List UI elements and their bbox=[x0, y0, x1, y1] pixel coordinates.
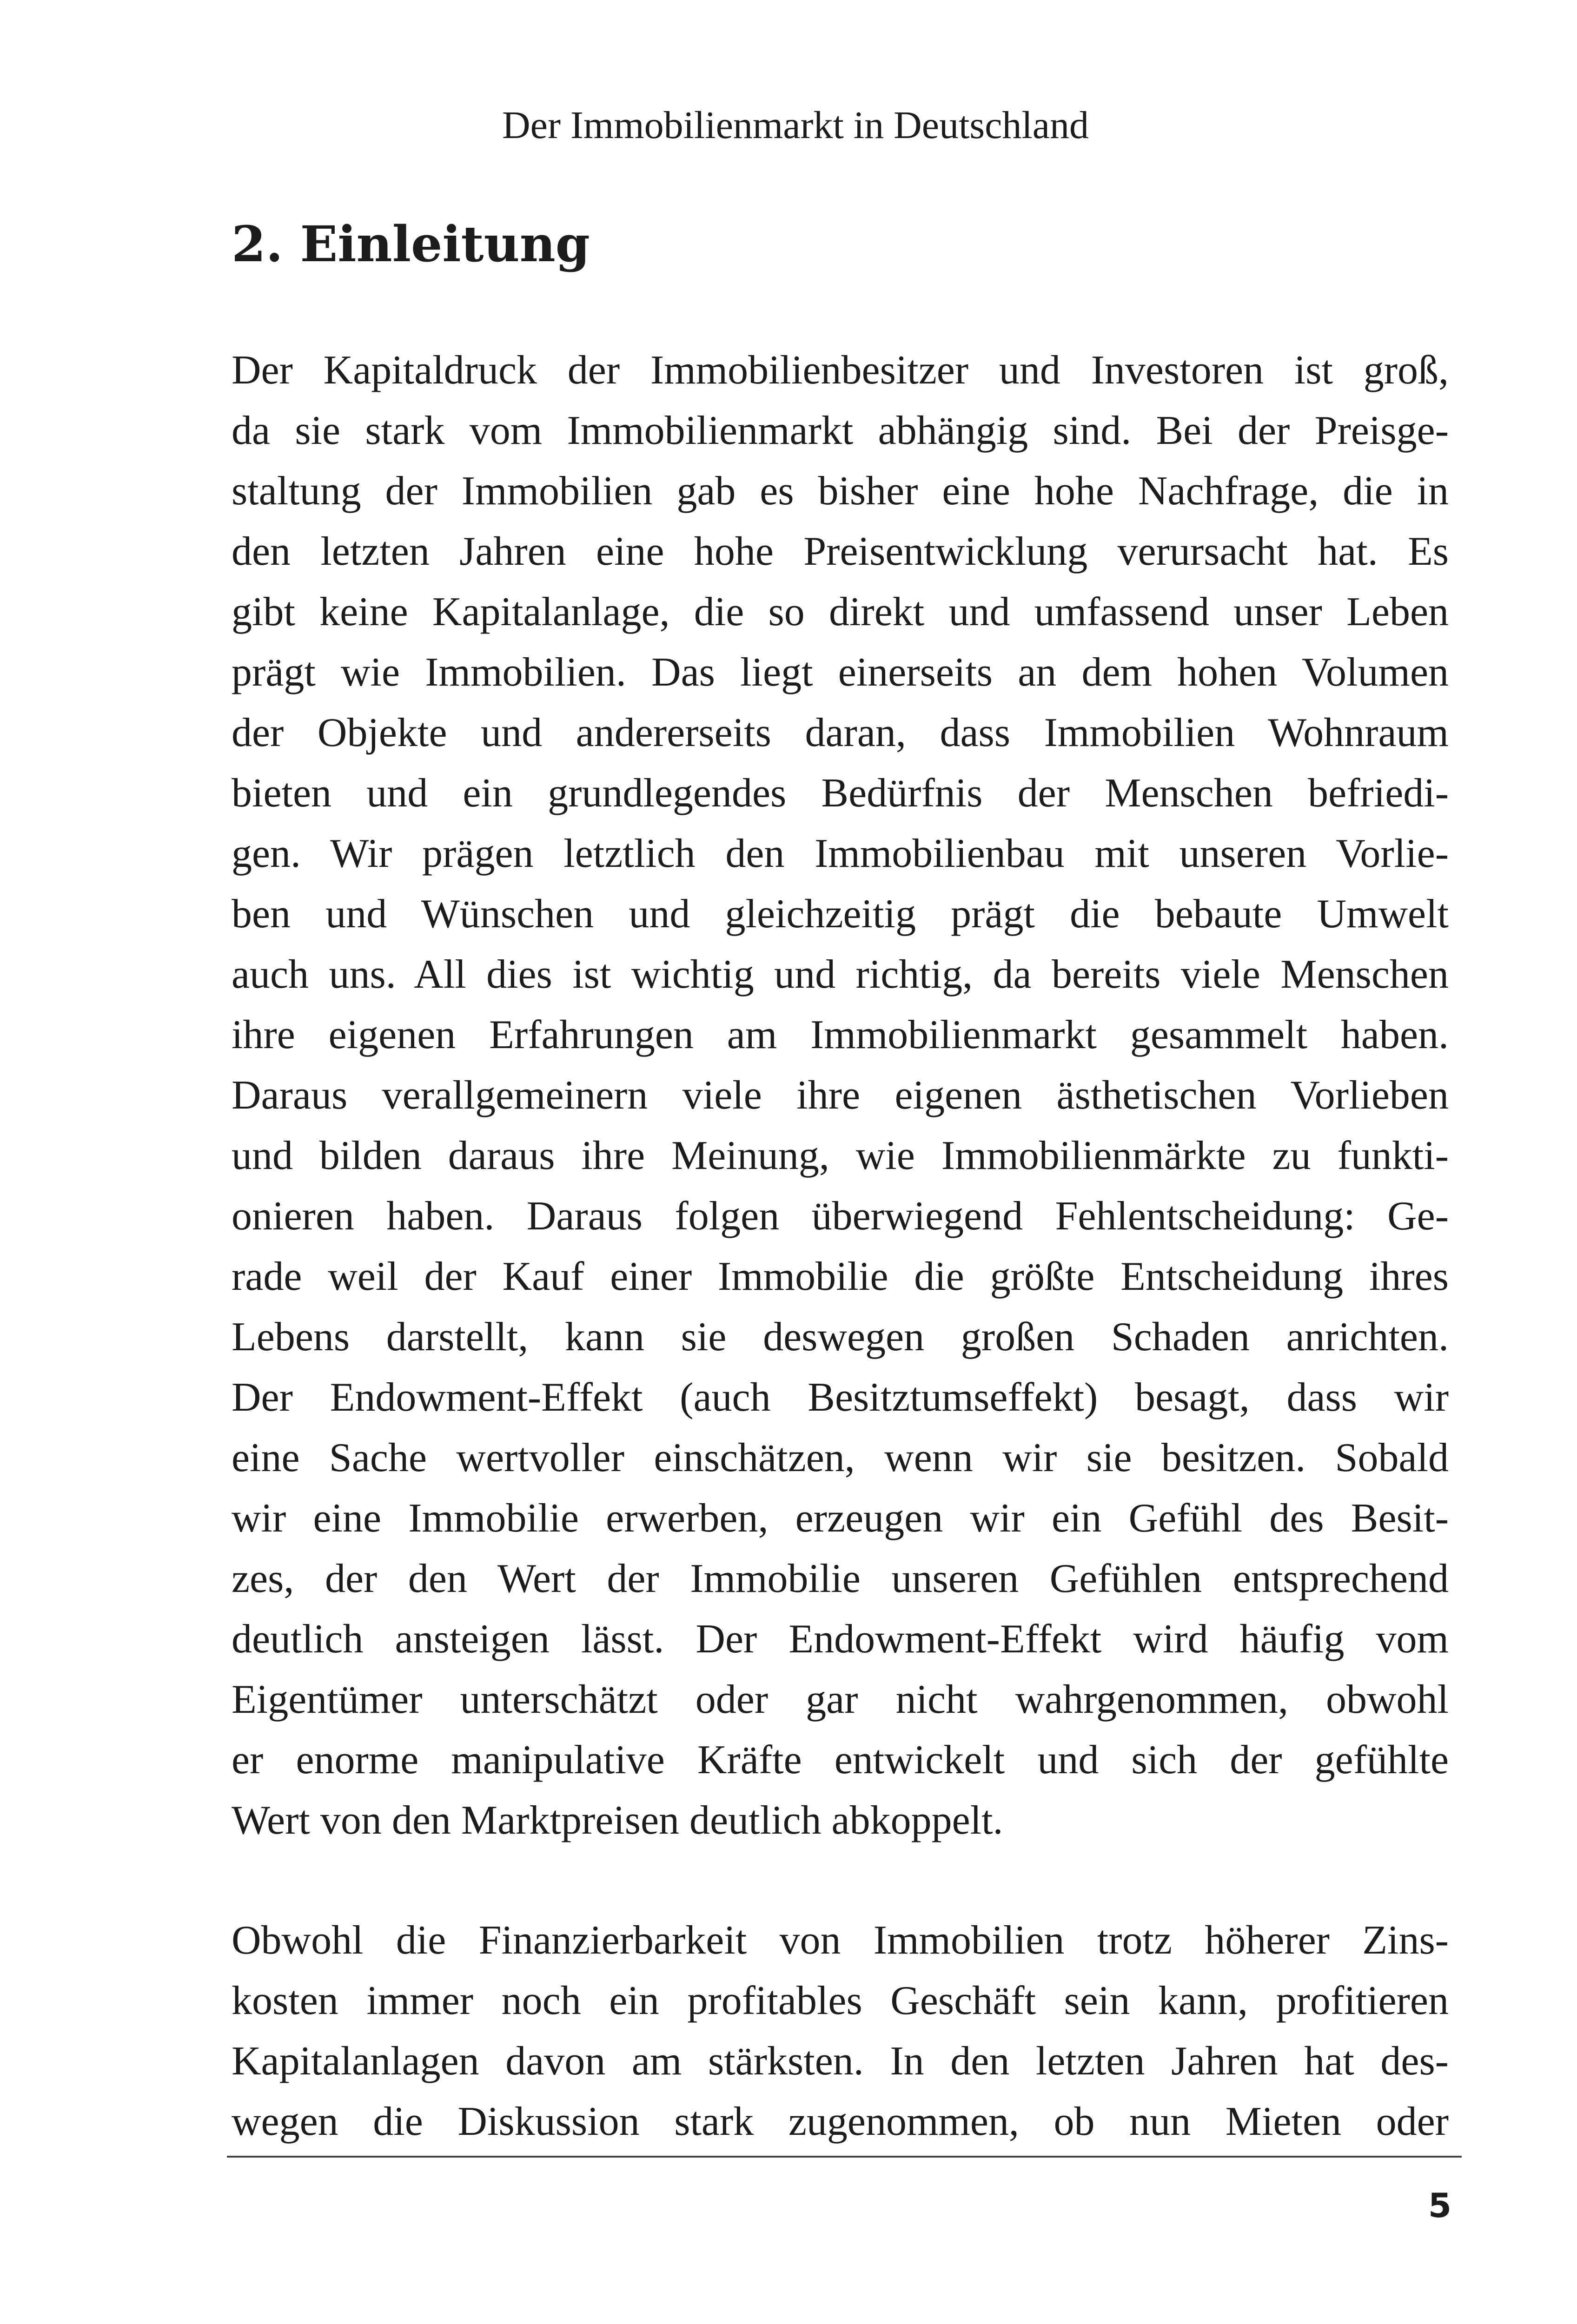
text-line: Daraus verallgemeinern viele ihre eigenen ästhetischen Vorlieben bbox=[232, 1073, 1449, 1118]
text-line: ben und Wünschen und gleichzeitig prägt die bebaute Umwelt bbox=[232, 891, 1449, 937]
text-line: Der Endowment-Effekt (auch Besitztumseffekt) besagt, dass wir bbox=[232, 1375, 1449, 1420]
text-line: da sie stark vom Immobilienmarkt abhängig sind. Bei der Preisge- bbox=[232, 408, 1449, 453]
text-line: gibt keine Kapitalanlage, die so direkt und umfassend unser Leben bbox=[232, 589, 1449, 634]
text-line: Obwohl die Finanzierbarkeit von Immobilien trotz höherer Zins- bbox=[232, 1918, 1449, 1963]
footer-divider bbox=[227, 2156, 1462, 2158]
text-line: und bilden daraus ihre Meinung, wie Immobilienmärkte zu funkti- bbox=[232, 1133, 1449, 1178]
chapter-heading: 2. Einleitung bbox=[232, 215, 590, 273]
text-line: wegen die Diskussion stark zugenommen, ob nun Mieten oder bbox=[232, 2099, 1449, 2144]
text-line: kosten immer noch ein profitables Geschäft sein kann, profitieren bbox=[232, 1978, 1449, 2023]
text-line: deutlich ansteigen lässt. Der Endowment-Effekt wird häufig vom bbox=[232, 1617, 1449, 1662]
text-line: rade weil der Kauf einer Immobilie die größte Entscheidung ihres bbox=[232, 1254, 1449, 1299]
text-line: prägt wie Immobilien. Das liegt einerseits an dem hohen Volumen bbox=[232, 650, 1449, 695]
text-line: Eigentümer unterschätzt oder gar nicht wahrgenommen, obwohl bbox=[232, 1677, 1449, 1722]
text-line: Wert von den Marktpreisen deutlich abkoppelt. bbox=[232, 1798, 1003, 1843]
text-line: onieren haben. Daraus folgen überwiegend Fehlentscheidung: Ge- bbox=[232, 1194, 1449, 1239]
text-line: ihre eigenen Erfahrungen am Immobilienmarkt gesammelt haben. bbox=[232, 1012, 1449, 1057]
text-line: Kapitalanlagen davon am stärksten. In den letzten Jahren hat des- bbox=[232, 2039, 1449, 2084]
text-line: Lebens darstellt, kann sie deswegen großen Schaden anrichten. bbox=[232, 1314, 1449, 1360]
paragraph-2 bbox=[232, 1910, 1449, 2152]
text-line: er enorme manipulative Kräfte entwickelt und sich der gefühlte bbox=[232, 1737, 1449, 1783]
text-line: den letzten Jahren eine hohe Preisentwicklung verursacht hat. Es bbox=[232, 529, 1449, 574]
text-line: zes, der den Wert der Immobilie unseren Gefühlen entsprechend bbox=[232, 1556, 1449, 1601]
text-line: eine Sache wertvoller einschätzen, wenn wir sie besitzen. Sobald bbox=[232, 1435, 1449, 1480]
text-line: Der Kapitaldruck der Immobilienbesitzer und Investoren ist groß, bbox=[232, 348, 1449, 393]
text-line: auch uns. All dies ist wichtig und richtig, da bereits viele Menschen bbox=[232, 952, 1449, 997]
running-header: Der Immobilienmarkt in Deutschland bbox=[502, 104, 1089, 147]
paragraph-1 bbox=[232, 340, 1449, 1851]
text-line: gen. Wir prägen letztlich den Immobilienbau mit unseren Vorlie- bbox=[232, 831, 1449, 876]
text-line: staltung der Immobilien gab es bisher eine hohe Nachfrage, die in bbox=[232, 469, 1449, 514]
text-line: wir eine Immobilie erwerben, erzeugen wir ein Gefühl des Besit- bbox=[232, 1496, 1449, 1541]
text-line: bieten und ein grundlegendes Bedürfnis der Menschen befriedi- bbox=[232, 771, 1449, 816]
text-line: der Objekte und andererseits daran, dass Immobilien Wohnraum bbox=[232, 710, 1449, 755]
page-number: 5 bbox=[1428, 2186, 1451, 2225]
